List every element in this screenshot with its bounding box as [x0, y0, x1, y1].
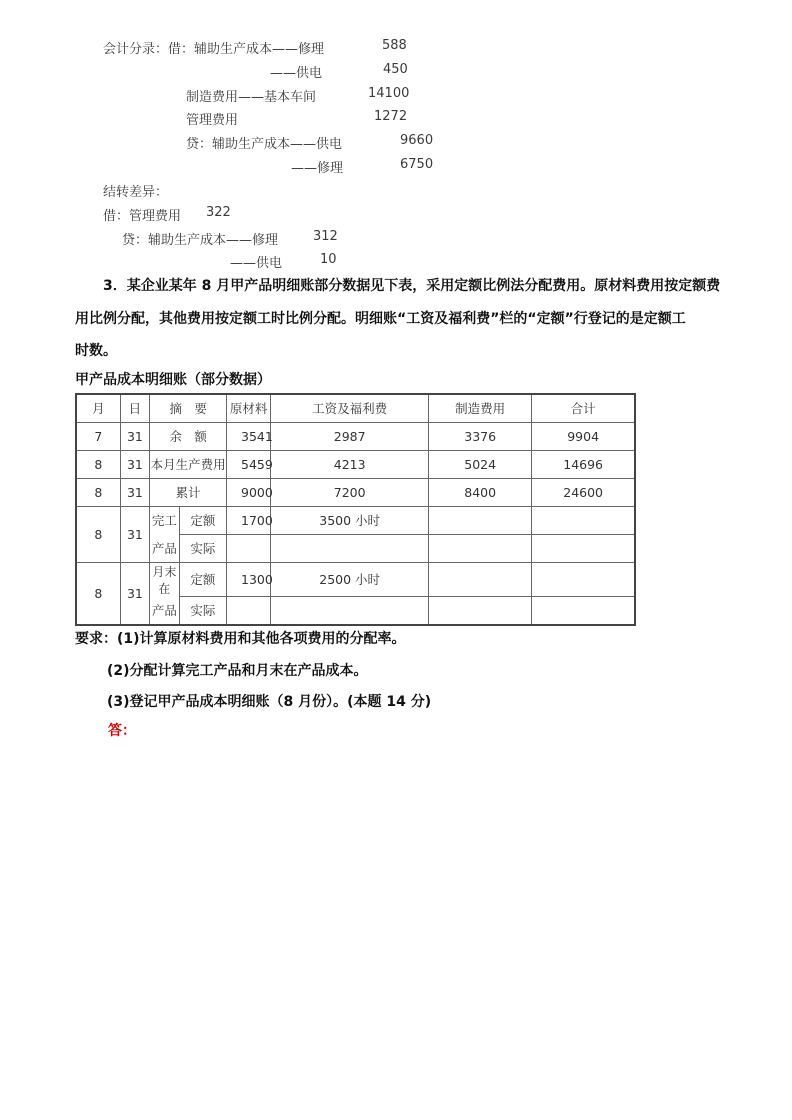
cell-total — [532, 562, 635, 597]
table-row — [76, 422, 635, 450]
cell-total — [532, 534, 635, 562]
cell-total: 14696 — [532, 450, 635, 478]
header-total: 合计 — [532, 394, 635, 422]
cell-wages: 7200 — [271, 478, 429, 506]
table-title: 甲产品成本明细账（部分数据） — [75, 372, 271, 388]
cell-total: 24600 — [532, 478, 635, 506]
cell-month: 8 — [76, 506, 120, 562]
cell-hours: 2500 小时 — [271, 562, 429, 597]
cell-material: 1300 — [227, 562, 271, 597]
cell-material: 3541 — [227, 422, 271, 450]
diff-line-3-label: ——供电 — [230, 256, 283, 271]
cell-summary: 本月生产费用 — [150, 450, 227, 478]
cell-total: 9904 — [532, 422, 635, 450]
table-row — [76, 478, 635, 506]
cell-material — [227, 534, 271, 562]
cell-completed-label-top: 完工 — [150, 506, 179, 534]
header-wages: 工资及福利费 — [271, 394, 429, 422]
cell-summary: 余 额 — [150, 422, 227, 450]
cell-overhead — [429, 597, 532, 625]
journal-line-2-label: ——供电 — [270, 66, 323, 81]
question-line-2: 用比例分配，其他费用按定额工时比例分配。明细账“工资及福利费”栏的“定额”行登记的是定额工 — [75, 311, 686, 327]
cell-day: 31 — [120, 450, 149, 478]
cell-wages — [271, 597, 429, 625]
journal-line-5-amount: 9660 — [400, 133, 434, 148]
cell-completed-label-bottom: 产品 — [150, 534, 179, 562]
cell-wages — [271, 534, 429, 562]
journal-line-4-amount: 1272 — [374, 109, 408, 124]
cell-material: 5459 — [227, 450, 271, 478]
cell-overhead — [429, 534, 532, 562]
cell-day: 31 — [120, 562, 149, 625]
requirement-1: 要求：(1)计算原材料费用和其他各项费用的分配率。 — [75, 631, 406, 647]
table-row-completed-actual — [76, 534, 635, 562]
cell-wip-label-bottom: 产品 — [150, 597, 179, 625]
diff-line-3-amount: 10 — [320, 252, 337, 267]
header-day: 日 — [120, 394, 149, 422]
journal-line-3-amount: 14100 — [368, 86, 410, 101]
requirement-3: (3)登记甲产品成本明细账（8 月份）。(本题 14 分) — [107, 694, 432, 710]
cell-wip-label-top: 月末在 — [150, 562, 179, 597]
journal-line-4-label: 管理费用 — [186, 113, 239, 128]
journal-line-2-amount: 450 — [383, 62, 408, 77]
journal-line-6-label: ——修理 — [291, 161, 344, 176]
cell-actual-label: 实际 — [179, 534, 226, 562]
header-overhead: 制造费用 — [429, 394, 532, 422]
cell-material: 9000 — [227, 478, 271, 506]
cell-hours: 3500 小时 — [271, 506, 429, 534]
cost-ledger-table — [75, 393, 636, 626]
question-line-3: 时数。 — [75, 343, 117, 359]
journal-line-1-amount: 588 — [382, 38, 407, 53]
cell-month: 8 — [76, 562, 120, 625]
cell-month: 8 — [76, 478, 120, 506]
cell-overhead: 8400 — [429, 478, 532, 506]
question-line-1: 3．某企业某年 8 月甲产品明细账部分数据见下表，采用定额比例法分配费用。原材料费用按定额费 — [103, 278, 721, 294]
header-summary: 摘 要 — [150, 394, 227, 422]
cell-material — [227, 597, 271, 625]
diff-line-1-amount: 322 — [206, 205, 231, 220]
table-row-completed-quota — [76, 506, 635, 534]
cell-summary: 累计 — [150, 478, 227, 506]
requirement-2: (2)分配计算完工产品和月末在产品成本。 — [107, 663, 368, 679]
diff-title: 结转差异： — [103, 185, 169, 200]
table-header-row — [76, 394, 635, 422]
journal-line-3-label: 制造费用——基本车间 — [186, 90, 317, 105]
cell-month: 7 — [76, 422, 120, 450]
cell-wages: 4213 — [271, 450, 429, 478]
cell-overhead — [429, 562, 532, 597]
cell-total — [532, 597, 635, 625]
cell-wages: 2987 — [271, 422, 429, 450]
header-month: 月 — [76, 394, 120, 422]
cell-total — [532, 506, 635, 534]
cell-quota-label: 定额 — [179, 506, 226, 534]
diff-line-2-label: 贷：辅助生产成本——修理 — [122, 233, 279, 248]
answer-label: 答： — [108, 723, 136, 739]
cell-day: 31 — [120, 422, 149, 450]
journal-line-6-amount: 6750 — [400, 157, 434, 172]
diff-line-1-label: 借：管理费用 — [103, 209, 182, 224]
cell-actual-label: 实际 — [179, 597, 226, 625]
journal-line-5-label: 贷：辅助生产成本——供电 — [186, 137, 343, 152]
cell-overhead: 5024 — [429, 450, 532, 478]
table-row-wip-actual — [76, 597, 635, 625]
cell-day: 31 — [120, 506, 149, 562]
cell-material: 1700 — [227, 506, 271, 534]
cell-day: 31 — [120, 478, 149, 506]
journal-line-1-label: 会计分录：借：辅助生产成本——修理 — [103, 42, 325, 57]
cell-quota-label: 定额 — [179, 562, 226, 597]
cell-month: 8 — [76, 450, 120, 478]
cell-overhead — [429, 506, 532, 534]
diff-line-2-amount: 312 — [313, 229, 338, 244]
table-row-wip-quota — [76, 562, 635, 597]
header-material: 原材料 — [227, 394, 271, 422]
table-row — [76, 450, 635, 478]
cell-overhead: 3376 — [429, 422, 532, 450]
